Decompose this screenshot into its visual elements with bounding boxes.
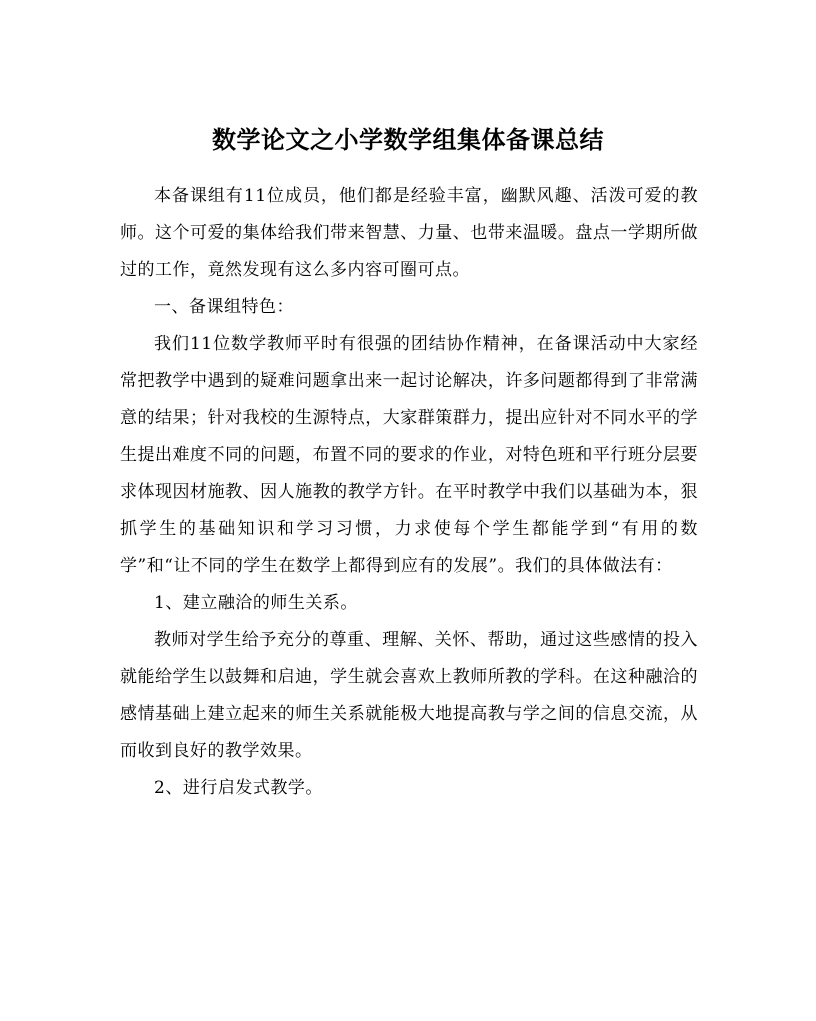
document-title: 数学论文之小学数学组集体备课总结 bbox=[212, 125, 604, 155]
paragraph-intro: 本备课组有11位成员，他们都是经验丰富，幽默风趣、活泼可爱的教师。这个可爱的集体给我们带来智慧、力量、也带来温暖。盘点一学期所做过的工作，竟然发现有这么多内容可圈可点。 bbox=[120, 186, 698, 280]
paragraph-relationship: 教师对学生给予充分的尊重、理解、关怀、帮助，通过这些感情的投入就能给学生以鼓舞和启迪，学生就会喜欢上教师所教的学科。在这种融洽的感情基础上建立起来的师生关系就能极大地提高教与学之间的信息交流，从而收到良好的教学效果。 bbox=[120, 630, 698, 761]
document-body bbox=[120, 178, 698, 807]
subheading-heuristic-teaching: 2、进行启发式教学。 bbox=[154, 778, 323, 798]
section-heading-features: 一、备课组特色： bbox=[154, 297, 294, 317]
paragraph-teamwork: 我们11位数学教师平时有很强的团结协作精神，在备课活动中大家经常把教学中遇到的疑难问题拿出来一起讨论解决，许多问题都得到了非常满意的结果；针对我校的生源特点，大家群策群力，提出应针对不同水平的学生提出难度不同的问题，布置不同的要求的作业，对特色班和平行班分层要求体现因材施教、因人施教的教学方针。在平时教学中我们以基础为本，狠抓学生的基础知识和学习习惯，力求使每个学生都能学到“有用的数学”和“让不同的学生在数学上都得到应有的发展”。我们的具体做法有： bbox=[120, 334, 698, 576]
subheading-relationship: 1、建立融洽的师生关系。 bbox=[154, 593, 358, 613]
